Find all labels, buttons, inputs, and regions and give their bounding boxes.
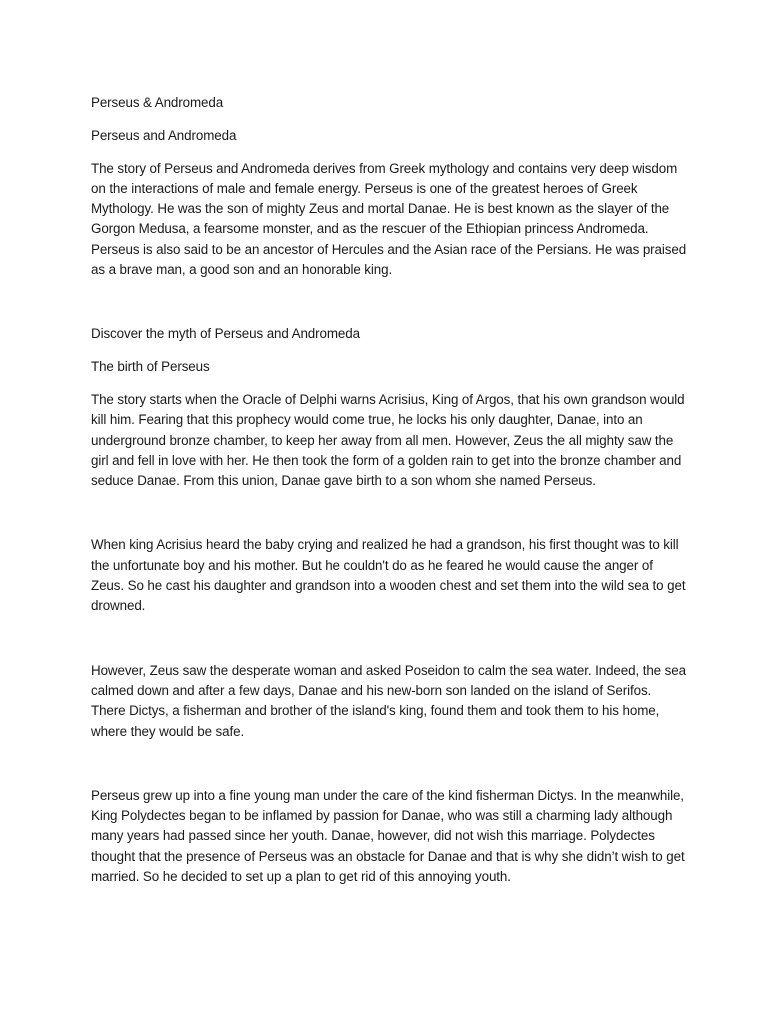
intro-paragraph: The story of Perseus and Andromeda derives from Greek mythology and contains very deep wisdom on the interactions of male and female energy. Perseus is one of the greatest heroes of Greek Mythology. He was the son of mighty Zeus and mortal Danae. He is best known as the slayer of the Gorgon Medusa, a fearsome monster, and as the rescuer of the Ethiopian princess Andromeda. Perseus is also said to be an ancestor of Hercules and the Asian race of the Persians. He was praised as a brave man, a good son and an honorable king.: [91, 160, 687, 278]
body-paragraph: The story starts when the Oracle of Delphi warns Acrisius, King of Argos, that his own grandson would kill him. Fearing that this prophecy would come true, he locks his only daughter, Danae, into an underground bronze chamber, to keep her away from all men. However, Zeus the all mighty saw the girl and fell in love with her. He then took the form of a golden rain to get into the bronze chamber and seduce Danae. From this union, Danae gave birth to a son whom she named Perseus.: [91, 391, 685, 489]
document-body: [91, 93, 687, 900]
document-title: Perseus & Andromeda: [91, 95, 224, 110]
subsection-heading: The birth of Perseus: [91, 359, 210, 375]
section-heading: Discover the myth of Perseus and Andromeda: [91, 326, 360, 342]
document-subtitle: Perseus and Andromeda: [91, 127, 237, 143]
body-paragraph: Perseus grew up into a fine young man under the care of the kind fisherman Dictys. In the meanwhile, King Polydectes began to be inflamed by passion for Danae, who was still a charming lady although many years had passed since her youth. Danae, however, did not wish this marriage. Polydectes thought that the presence of Perseus was an obstacle for Danae and that is why she didn’t wish to get married. So he decided to set up a plan to get rid of this annoying youth.: [91, 787, 685, 885]
body-paragraph: However, Zeus saw the desperate woman and asked Poseidon to calm the sea water. Indeed, the sea calmed down and after a few days, Danae and his new-born son landed on the island of Serifos. There Dictys, a fisherman and brother of the island's king, found them and took them to his home, where they would be safe.: [91, 662, 686, 739]
body-paragraph: When king Acrisius heard the baby crying and realized he had a grandson, his first thought was to kill the unfortunate boy and his mother. But he couldn't do as he feared he would cause the anger of Zeus. So he cast his daughter and grandson into a wooden chest and set them into the wild sea to get drowned.: [91, 537, 686, 614]
